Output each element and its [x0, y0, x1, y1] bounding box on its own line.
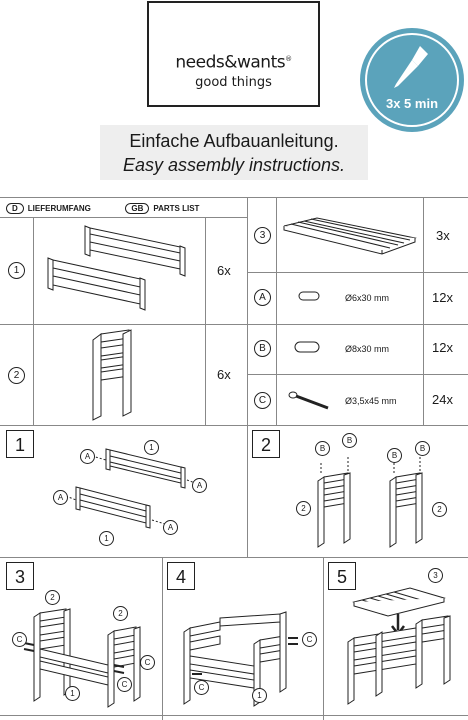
step-label: A [192, 478, 207, 493]
step-3-illustration [20, 595, 160, 710]
parts-header-en: PARTS LIST [153, 204, 200, 213]
title-de: Einfache Aufbauanleitung. [129, 131, 339, 151]
step-label: 1 [252, 688, 267, 703]
screwdriver-icon [390, 42, 434, 92]
step-number: 3 [6, 562, 34, 590]
step-label: C [194, 680, 209, 695]
grid-line [33, 217, 34, 425]
time-badge [360, 28, 464, 132]
part-qty: 12x [432, 340, 453, 355]
step-number: 1 [6, 430, 34, 458]
step-1-illustration [40, 440, 240, 545]
part-id: 1 [8, 262, 25, 279]
grid-line [247, 272, 468, 273]
parts-header-de: LIEFERUMFANG [27, 204, 91, 213]
part-spec: Ø6x30 mm [345, 293, 390, 303]
grid-line [247, 197, 248, 557]
step-label: 1 [144, 440, 159, 455]
brand-name: needs&wants® [175, 52, 292, 73]
grid-line [0, 557, 468, 558]
part-qty: 24x [432, 392, 453, 407]
part-2-leg-frame [85, 328, 145, 423]
grid-line [0, 197, 468, 198]
step-label: C [117, 677, 132, 692]
step-label: 1 [65, 686, 80, 701]
step-label: 1 [99, 531, 114, 546]
screw-icon [288, 390, 330, 412]
step-label: 2 [45, 590, 60, 605]
step-5-illustration [340, 580, 460, 708]
lang-de-badge: D [6, 203, 24, 214]
part-3-slatted-top [282, 212, 417, 257]
title-en: Easy assembly instructions. [122, 155, 346, 175]
step-number: 4 [167, 562, 195, 590]
step-label: 3 [428, 568, 443, 583]
part-id: C [254, 392, 271, 409]
parts-header [6, 203, 199, 214]
grid-line [162, 557, 163, 720]
part-qty: 12x [432, 290, 453, 305]
title-band [100, 125, 368, 180]
step-label: A [53, 490, 68, 505]
step-label: B [415, 441, 430, 456]
step-label: 2 [113, 606, 128, 621]
part-1-side-panel [45, 220, 195, 320]
step-number: 2 [252, 430, 280, 458]
brand-tagline: good things [195, 75, 272, 90]
part-spec: Ø3,5x45 mm [345, 396, 397, 406]
part-qty: 6x [217, 263, 231, 278]
part-qty: 3x [436, 228, 450, 243]
step-label: C [12, 632, 27, 647]
dowel-6mm-icon [298, 290, 320, 302]
grid-line [0, 715, 468, 716]
grid-line [247, 324, 468, 325]
part-qty: 6x [217, 367, 231, 382]
grid-line [205, 217, 206, 425]
grid-line [247, 374, 468, 375]
grid-line [0, 324, 247, 325]
dowel-8mm-icon [294, 340, 320, 354]
grid-line [0, 217, 247, 218]
grid-line [323, 557, 324, 720]
part-id: 3 [254, 227, 271, 244]
grid-line [0, 425, 468, 426]
grid-line [276, 197, 277, 425]
step-label: A [80, 449, 95, 464]
step-label: 2 [432, 502, 447, 517]
step-label: C [302, 632, 317, 647]
lang-gb-badge: GB [125, 203, 149, 214]
step-label: A [163, 520, 178, 535]
part-spec: Ø8x30 mm [345, 344, 390, 354]
badge-label: 3x 5 min [385, 96, 439, 111]
step-label: B [387, 448, 402, 463]
step-label: 2 [296, 501, 311, 516]
step-label: C [140, 655, 155, 670]
part-id: 2 [8, 367, 25, 384]
step-number: 5 [328, 562, 356, 590]
part-id: B [254, 340, 271, 357]
step-label: B [342, 433, 357, 448]
brand-logo [147, 1, 320, 107]
step-label: B [315, 441, 330, 456]
part-id: A [254, 289, 271, 306]
grid-line [423, 197, 424, 425]
